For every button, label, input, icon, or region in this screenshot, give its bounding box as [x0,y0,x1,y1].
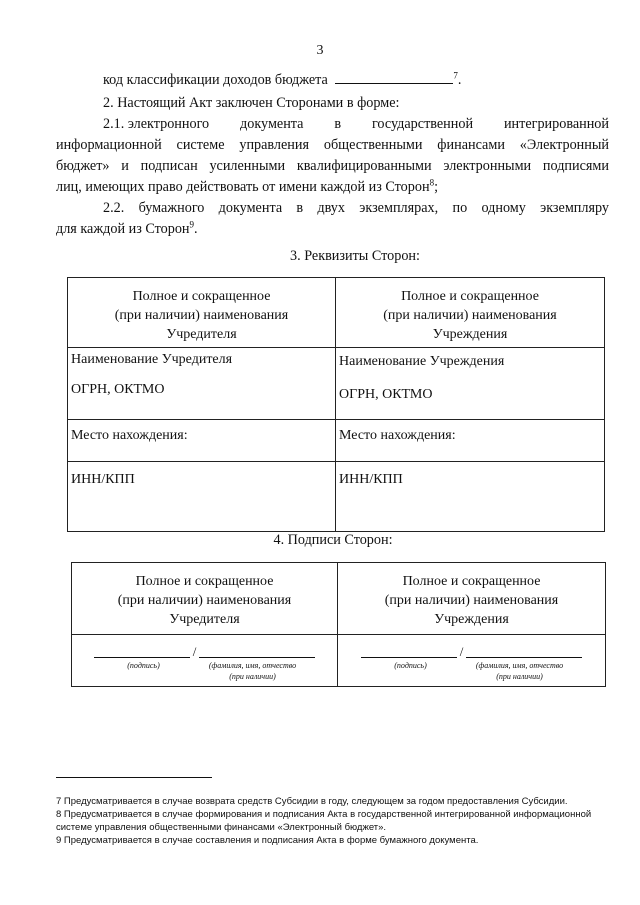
requisites-inn-row [68,462,605,532]
signatures-table [71,562,606,687]
header-line: (при наличии) наименования [114,308,289,323]
institution-signature-cell [338,635,606,687]
name-line [466,645,582,658]
founder-inn-cell [68,462,336,532]
requisites-header-left [68,278,336,348]
founder-signature-lines [72,645,337,658]
founder-signature-cell [72,635,338,687]
signatures-header-row [72,563,606,635]
budget-code-line [103,72,461,89]
signature-line [94,645,190,658]
page-number: 3 [316,43,324,58]
footnote-8-line-1: 8 Предусматривается в случае формирования и подписания Акта в государственной интегрированной информационной [56,809,592,820]
footnote-8-line-2: системе управления общественными финансами «Электронный бюджет». [56,822,387,833]
clause-2-1-semicolon: ; [434,179,439,195]
budget-code-label: код классификации доходов бюджета [103,72,328,88]
clause-2-1-word: интегрированной [503,116,609,132]
header-line: Полное и сокращенное [402,574,541,589]
clause-2-1-text: лиц, имеющих право действовать от имени каждой из Сторон [56,179,430,195]
budget-code-period: . [457,72,462,88]
institution-ogrn-label: ОГРН, ОКТМО [339,387,433,402]
signature-caption: (подпись) [394,661,427,670]
clause-2-1-line-3: бюджет» и подписан усиленными квалифицированными электронными подписями [56,158,609,174]
clause-2: 2. Настоящий Акт заключен Сторонами в форме: [103,95,400,111]
clause-2-2-line-1: 2.2. бумажного документа в двух экземплярах, по одному экземпляру [103,200,609,216]
founder-name-cell [68,348,336,420]
institution-signature-captions [338,660,605,682]
slash-separator: / [459,644,464,659]
footnote-ref-8: 8 [429,177,435,188]
footnote-9: 9 Предусматривается в случае составления и подписания Акта в форме бумажного документа. [56,835,479,846]
header-line: Полное и сокращенное [401,289,539,304]
clause-2-1-line-4 [56,179,438,196]
clause-2-1-line-2: информационной системе управления общественными финансами «Электронный [56,137,609,153]
requisites-table [67,277,605,532]
name-caption [192,660,314,682]
header-line: (при наличии) наименования [384,593,559,608]
signatures-sign-row [72,635,606,687]
requisites-header-row [68,278,605,348]
header-line: Учредителя [166,327,237,342]
header-line: (при наличии) наименования [383,308,557,323]
budget-code-blank [335,72,453,84]
institution-name-label: Наименование Учреждения [339,354,505,369]
clause-2-1-word: 2.1. электронного [103,116,210,132]
signatures-header-right [338,563,606,635]
clause-2-1-word: в [334,116,342,132]
section-3-heading: 3. Реквизиты Сторон: [290,248,420,264]
requisites-location-row [68,420,605,462]
name-caption-line-2: (при наличии) [229,672,276,681]
header-line: Полное и сокращенное [135,574,274,589]
requisites-header-right [336,278,605,348]
founder-location-cell [68,420,336,462]
header-line: Полное и сокращенное [132,289,271,304]
header-line: Учредителя [169,612,240,627]
header-line: Учреждения [432,327,508,342]
name-caption-line-2: (при наличии) [496,672,543,681]
name-line [199,645,315,658]
founder-location-label: Место нахождения: [71,428,188,443]
footnote-7: 7 Предусматривается в случае возврата средств Субсидии в году, следующем за годом предоставления Субсидии. [56,796,568,807]
footnote-ref-9: 9 [189,219,195,230]
institution-location-cell [336,420,605,462]
slash-separator: / [192,644,197,659]
institution-location-label: Место нахождения: [339,428,456,443]
footnote-separator [56,777,212,778]
founder-signature-captions [72,660,337,682]
clause-2-1-word: документа [240,116,304,132]
header-line: Учреждения [434,612,509,627]
name-caption-line-1: (фамилия, имя, отчество [208,661,297,670]
name-caption [459,660,581,682]
section-4-heading: 4. Подписи Сторон: [273,532,393,548]
clause-2-2-line-2 [56,221,198,238]
clause-2-2-text: для каждой из Сторон [56,221,190,237]
clause-2-1-line-1 [103,116,609,133]
signatures-header-left [72,563,338,635]
institution-inn-cell [336,462,605,532]
institution-name-cell [336,348,605,420]
requisites-name-row [68,348,605,420]
institution-signature-lines [338,645,605,658]
institution-inn-label: ИНН/КПП [339,472,403,487]
founder-name-label: Наименование Учредителя [71,352,233,367]
signature-line [361,645,457,658]
signature-caption: (подпись) [127,661,160,670]
founder-inn-label: ИНН/КПП [71,472,135,487]
header-line: (при наличии) наименования [117,593,292,608]
name-caption-line-1: (фамилия, имя, отчество [475,661,564,670]
clause-2-1-word: государственной [371,116,474,132]
footnote-ref-7: 7 [453,70,458,81]
founder-ogrn-label: ОГРН, ОКТМО [71,382,165,397]
clause-2-2-period: . [194,221,198,237]
